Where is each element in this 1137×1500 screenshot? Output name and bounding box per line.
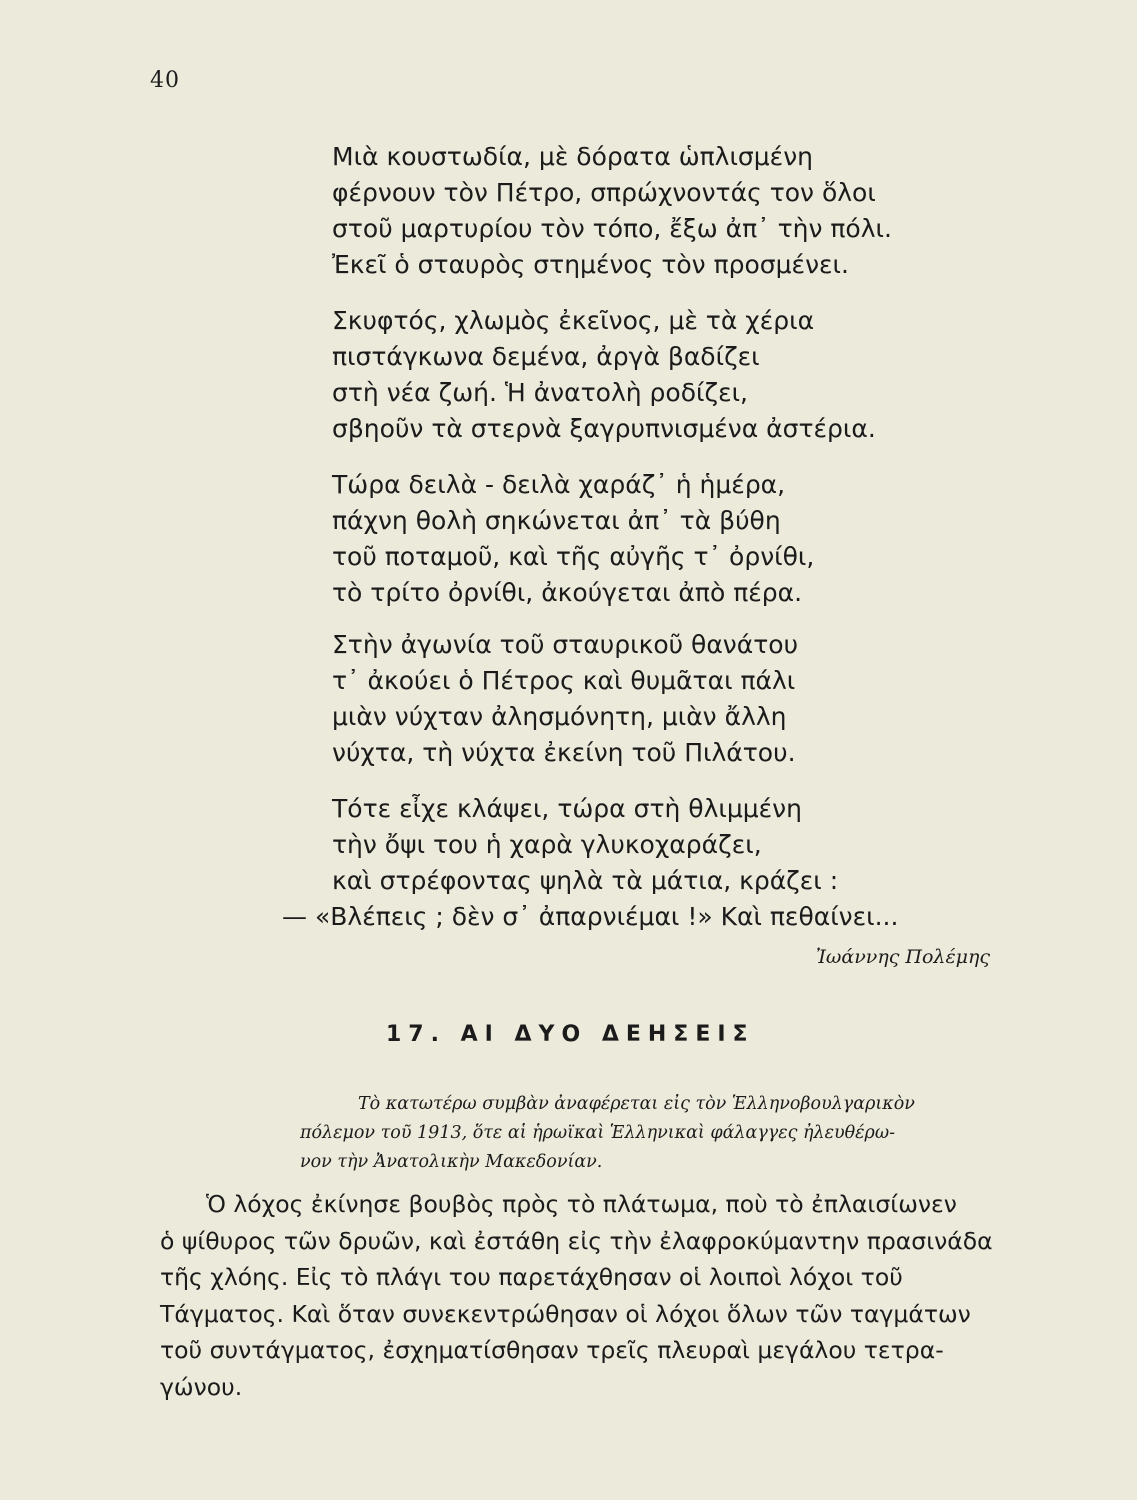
section-title: 17. ΑΙ ΔΥΟ ΔΕΗΣΕΙΣ [386, 1022, 755, 1047]
poem-line: Τότε εἶχε κλάψει, τώρα στὴ θλιμμένη [332, 794, 802, 823]
prose-line: Τάγματος. Καὶ ὅταν συνεκεντρώθησαν οἱ λόχοι ὅλων τῶν ταγμάτων [160, 1299, 971, 1328]
poem-line: πάχνη θολὴ σηκώνεται ἀπ᾽ τὰ βύθη [332, 506, 781, 535]
poem-line: καὶ στρέφοντας ψηλὰ τὰ μάτια, κράζει : [332, 866, 839, 895]
poem-line: — «Βλέπεις ; δὲν σ᾽ ἀπαρνιέμαι !» Καὶ πεθαίνει... [282, 902, 899, 931]
poem-line: Μιὰ κουστωδία, μὲ δόρατα ὡπλισμένη [332, 142, 814, 171]
section-intro [300, 1090, 1020, 1177]
poem-line: στοῦ μαρτυρίου τὸν τόπο, ἔξω ἀπ᾽ τὴν πόλι. [332, 214, 892, 243]
poem-line: Τώρα δειλὰ - δειλὰ χαράζ᾽ ἡ ἡμέρα, [332, 470, 786, 499]
poem-line: μιὰν νύχταν ἀλησμόνητη, μιὰν ἄλλη [332, 702, 787, 731]
poem-author: Ἰωάννης Πολέμης [816, 946, 991, 968]
poem-line: τ᾽ ἀκούει ὁ Πέτρος καὶ θυμᾶται πάλι [332, 666, 796, 695]
intro-line: Τὸ κατωτέρω συμβὰν ἀναφέρεται εἰς τὸν Ἑλληνοβουλγαρικὸν [358, 1094, 915, 1114]
page-number: 40 [150, 68, 180, 93]
poem-line: Ἐκεῖ ὁ σταυρὸς στημένος τὸν προσμένει. [332, 250, 849, 279]
poem-line: Σκυφτός, χλωμὸς ἐκεῖνος, μὲ τὰ χέρια [332, 306, 815, 335]
poem-line: στὴ νέα ζωή. Ἡ ἀνατολὴ ροδίζει, [332, 378, 748, 407]
poem-line: τὸ τρίτο ὀρνίθι, ἀκούγεται ἀπὸ πέρα. [332, 578, 803, 607]
poem-line: Στὴν ἀγωνία τοῦ σταυρικοῦ θανάτου [332, 630, 799, 659]
section-body [160, 1186, 1020, 1405]
intro-line: νον τὴν Ἀνατολικὴν Μακεδονίαν. [300, 1152, 603, 1172]
prose-line: Ὁ λόχος ἐκίνησε βουβὸς πρὸς τὸ πλάτωμα, ποὺ τὸ ἐπλαισίωνεν [206, 1190, 957, 1218]
prose-line: γώνου. [160, 1372, 243, 1401]
poem-line: φέρνουν τὸν Πέτρο, σπρώχνοντάς τον ὅλοι [332, 178, 876, 207]
poem-line: σβηοῦν τὰ στερνὰ ξαγρυπνισμένα ἀστέρια. [332, 414, 876, 443]
poem-line: τοῦ ποταμοῦ, καὶ τῆς αὐγῆς τ᾽ ὀρνίθι, [332, 542, 815, 571]
poem-line: νύχτα, τὴ νύχτα ἐκείνη τοῦ Πιλάτου. [332, 738, 796, 767]
intro-line: πόλεμον τοῦ 1913, ὅτε αἱ ἡρωϊκαὶ Ἑλληνικαὶ φάλαγγες ἠλευθέρω- [300, 1123, 896, 1143]
poem-line: τὴν ὄψι του ἡ χαρὰ γλυκοχαράζει, [332, 830, 762, 859]
prose-line: ὁ ψίθυρος τῶν δρυῶν, καὶ ἐστάθη εἰς τὴν ἐλαφροκύμαντην πρασινάδα [160, 1226, 993, 1255]
prose-line: τοῦ συντάγματος, ἐσχηματίσθησαν τρεῖς πλευραὶ μεγάλου τετρα- [160, 1336, 944, 1364]
poem-line: πιστάγκωνα δεμένα, ἀργὰ βαδίζει [332, 342, 760, 371]
prose-line: τῆς χλόης. Εἰς τὸ πλάγι του παρετάχθησαν οἱ λοιποὶ λόχοι τοῦ [160, 1263, 903, 1291]
